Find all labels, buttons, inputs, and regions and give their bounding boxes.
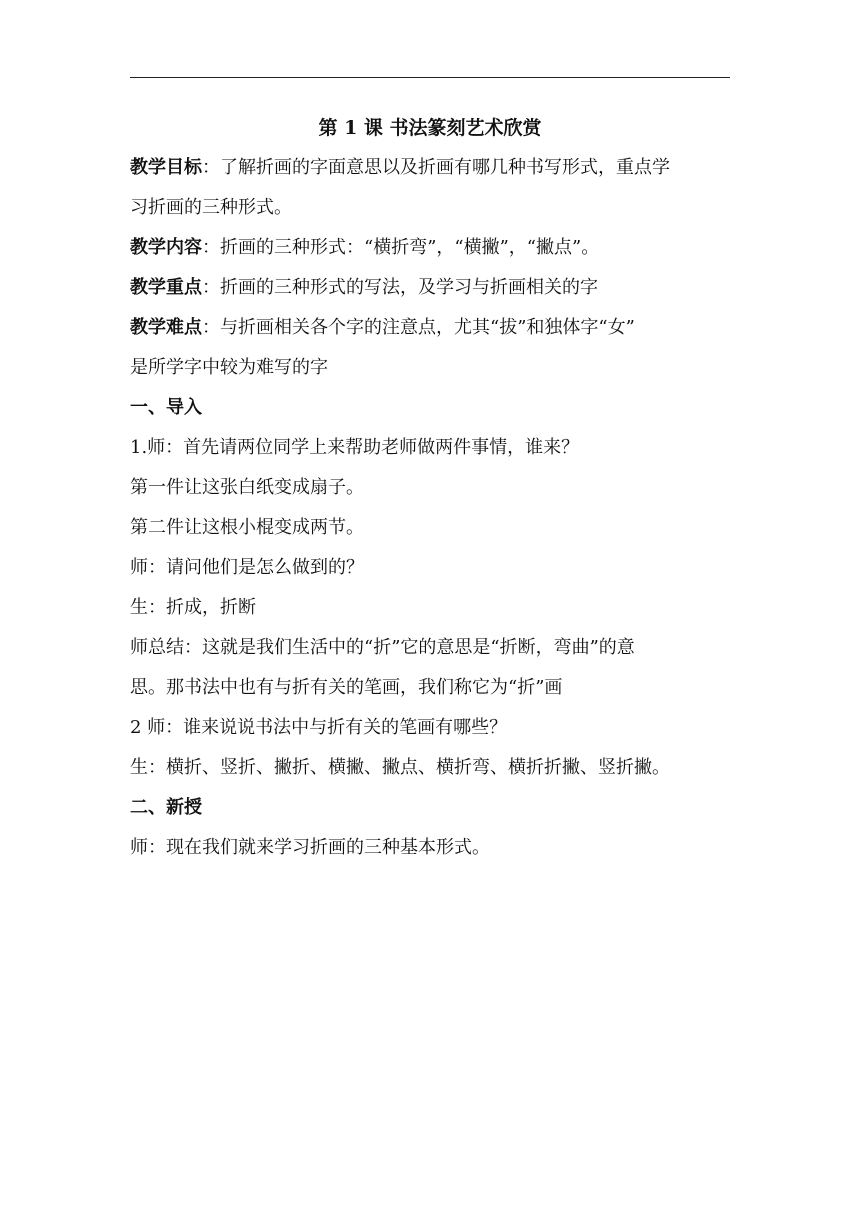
strokes-answer-line: 生：横折、竖折、撇折、横撇、撇点、横折弯、横折折撇、竖折撇。 — [130, 757, 670, 778]
lesson-title: 第 1 课 书法篆刻艺术欣赏 — [318, 117, 542, 139]
intro-line: 师：请问他们是怎么做到的？ — [130, 557, 364, 578]
strokes-question-line: 2 师：谁来说说书法中与折有关的笔画有哪些？ — [130, 717, 508, 738]
section-heading-intro: 一、导入 — [130, 397, 202, 418]
new-lesson-line: 师：现在我们就来学习折画的三种基本形式。 — [130, 837, 490, 858]
difficulty-label: 教学难点 — [130, 317, 202, 338]
header-rule — [130, 77, 730, 78]
key-point-sep: ： — [202, 277, 220, 298]
intro-line: 1.师：首先请两位同学上来帮助老师做两件事情，谁来？ — [130, 437, 580, 458]
key-point-label: 教学重点 — [130, 277, 202, 298]
key-point-text: 折画的三种形式的写法，及学习与折画相关的字 — [220, 277, 598, 298]
objective-sep: ： — [202, 157, 220, 178]
summary-line-2: 思。那书法中也有与折有关的笔画，我们称它为“折”画 — [130, 677, 563, 698]
objective-line-2: 习折画的三种形式。 — [130, 197, 292, 218]
content-line — [130, 228, 730, 268]
key-point-line — [130, 268, 730, 308]
document-body — [130, 109, 730, 868]
intro-line: 第一件让这张白纸变成扇子。 — [130, 477, 364, 498]
content-sep: ： — [202, 237, 220, 258]
difficulty-line-2: 是所学字中较为难写的字 — [130, 357, 328, 378]
content-label: 教学内容 — [130, 237, 202, 258]
difficulty-line-1 — [130, 308, 730, 348]
difficulty-sep: ： — [202, 317, 220, 338]
section-heading-new: 二、新授 — [130, 797, 202, 818]
objective-line-1 — [130, 148, 730, 188]
content-text: 折画的三种形式：“横折弯”，“横撇”，“撇点”。 — [220, 237, 600, 258]
objective-text-1: 了解折画的字面意思以及折画有哪几种书写形式，重点学 — [220, 157, 670, 178]
summary-line-1: 师总结：这就是我们生活中的“折”它的意思是“折断，弯曲”的意 — [130, 637, 635, 658]
intro-line: 生：折成，折断 — [130, 597, 256, 618]
difficulty-text-1: 与折画相关各个字的注意点，尤其“拔”和独体字“女” — [220, 317, 635, 338]
objective-label: 教学目标 — [130, 157, 202, 178]
intro-line: 第二件让这根小棍变成两节。 — [130, 517, 364, 538]
